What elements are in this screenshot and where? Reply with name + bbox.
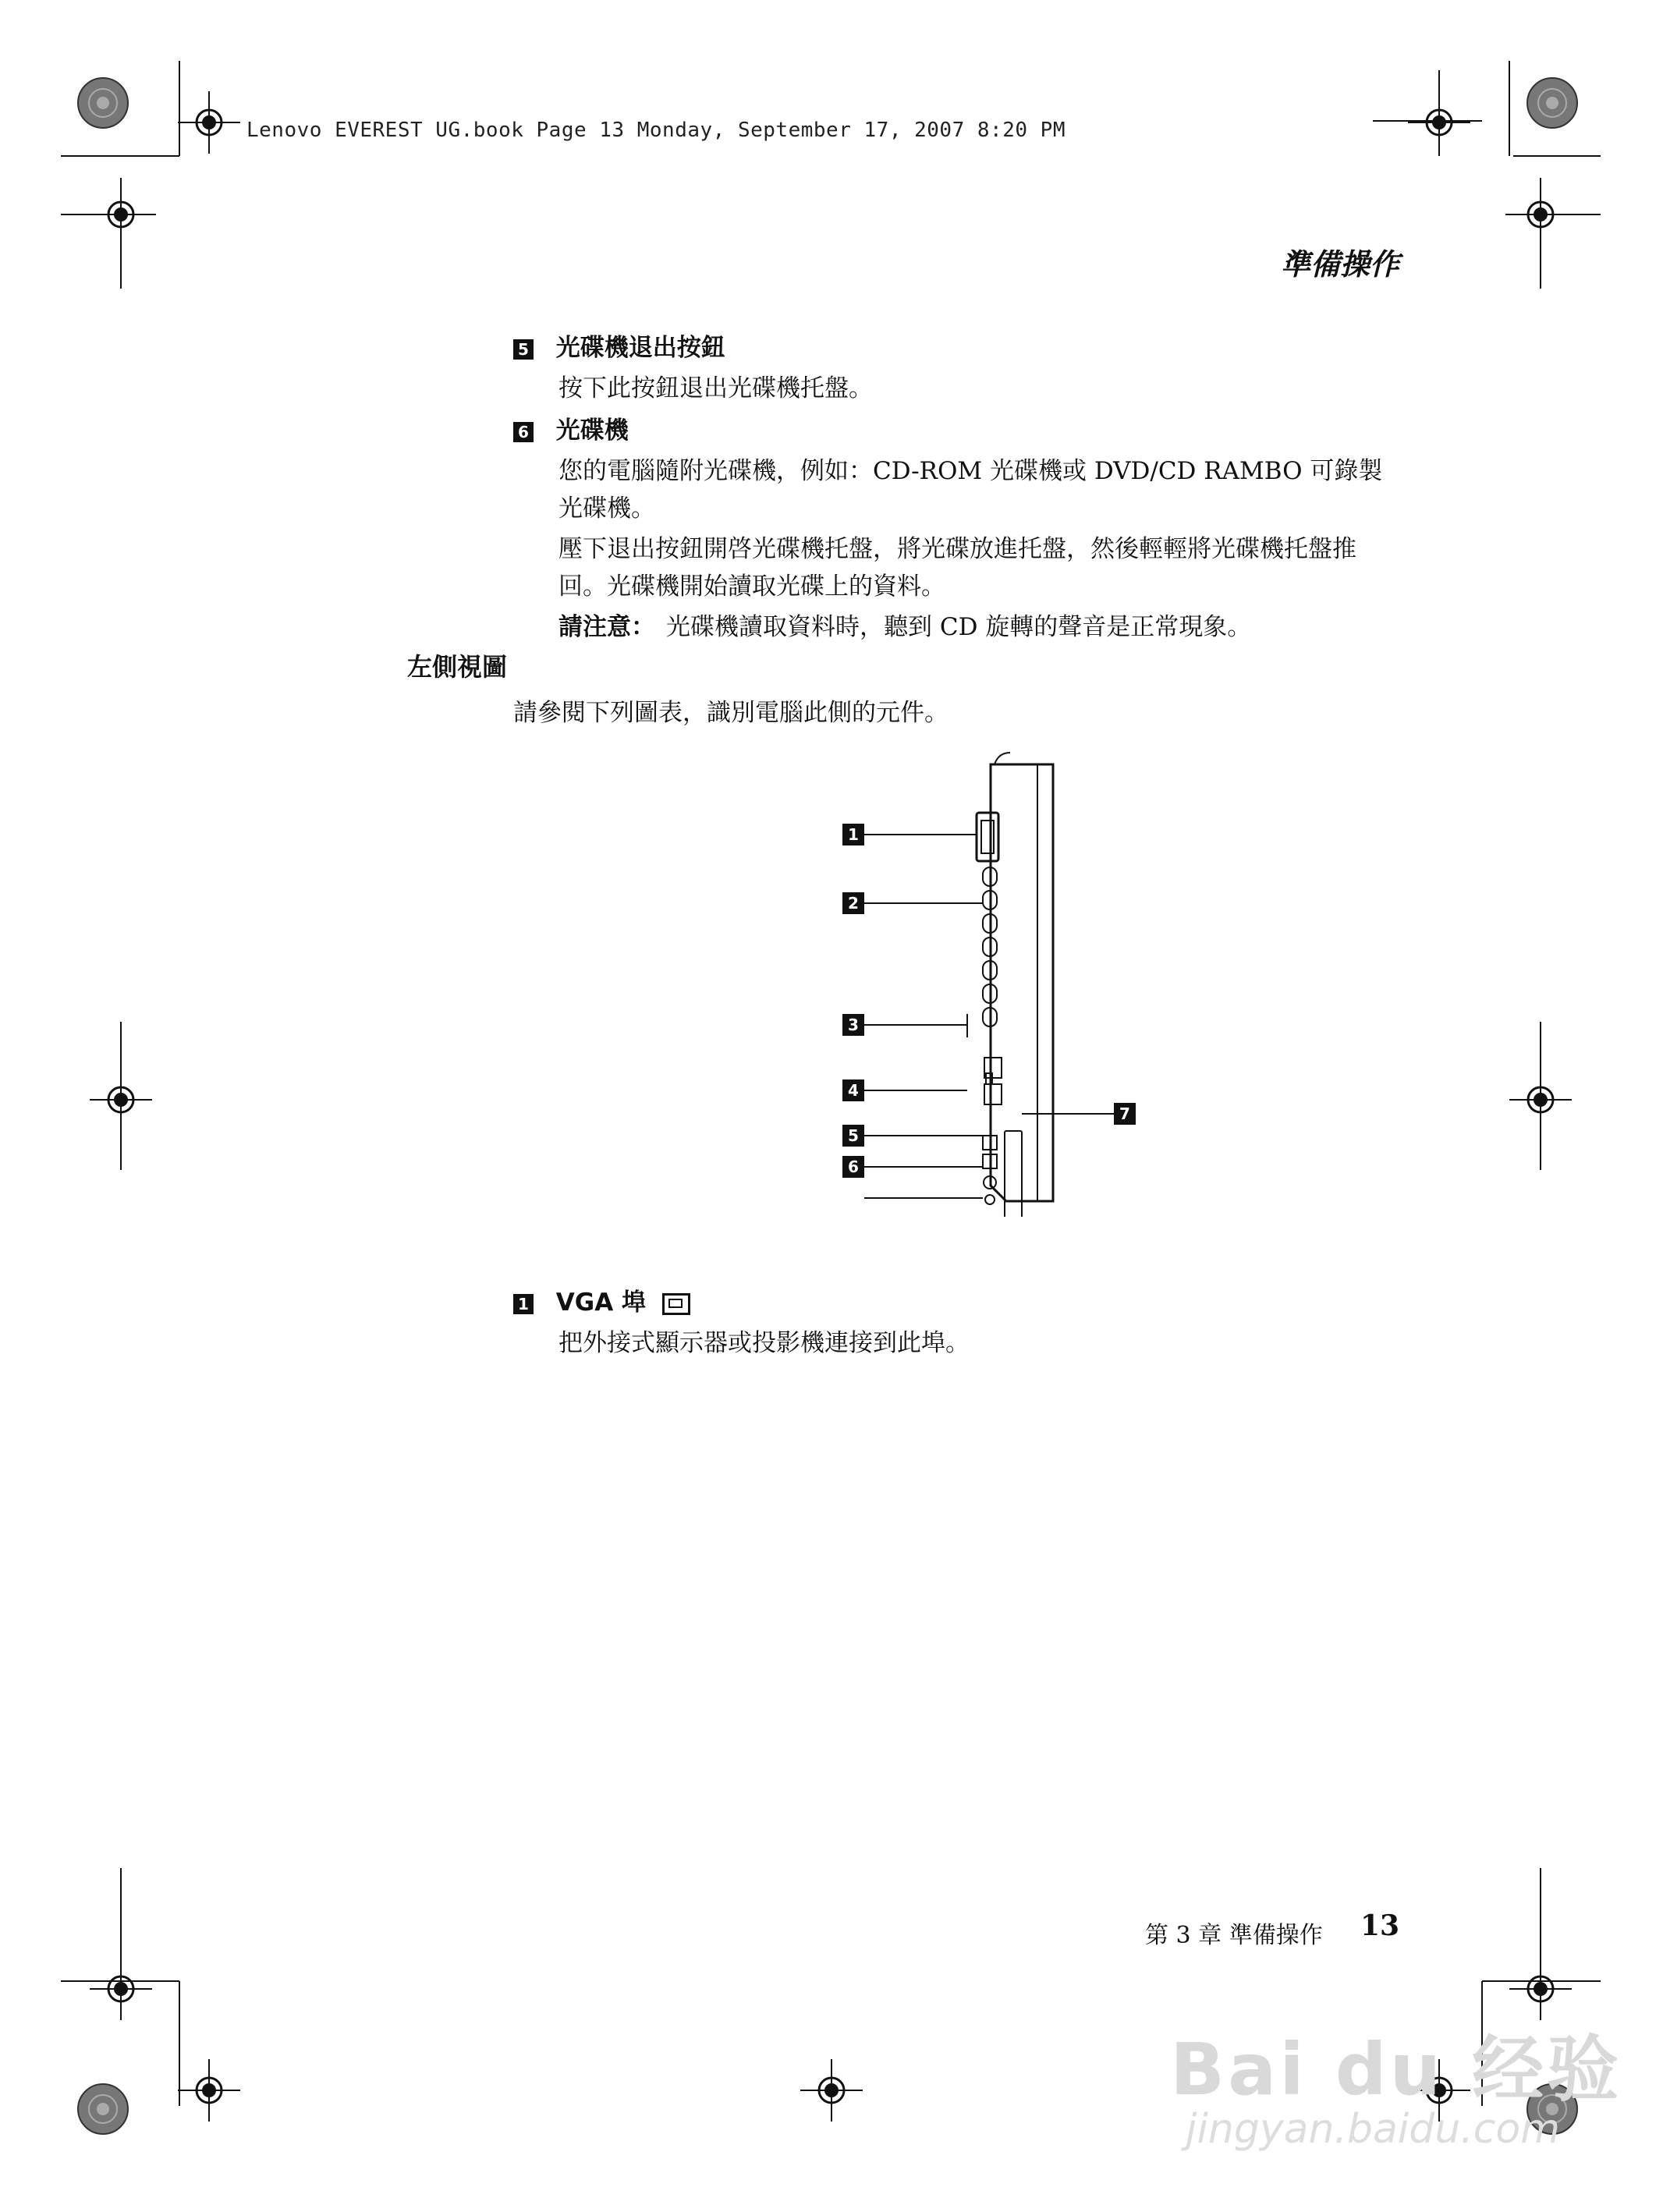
callout-label-1: 1 [848, 825, 859, 844]
book-header-line: Lenovo EVEREST UG.book Page 13 Monday, September 17, 2007 8:20 PM [246, 119, 1066, 142]
item-title: VGA 埠 [555, 1289, 647, 1317]
watermark-logo: Bai du 经验 [1170, 2028, 1622, 2111]
note-text: 光碟機讀取資料時，聽到 CD 旋轉的聲音是正常現象。 [666, 613, 1252, 641]
figure-callouts [842, 824, 1136, 1178]
left-side-view-figure [842, 749, 1154, 1217]
item-vga-port [513, 1284, 1402, 1362]
running-head: 準備操作 [1280, 247, 1399, 282]
item-cd-eject-button [513, 329, 1402, 407]
section-intro: 請參閱下列圖表，識別電腦此側的元件。 [513, 699, 949, 727]
item-title: 光碟機退出按鈕 [555, 334, 725, 362]
callout-label-2: 2 [848, 894, 859, 913]
item-optical-drive [513, 412, 1402, 646]
callout-label-3: 3 [848, 1016, 859, 1034]
item-description: 按下此按鈕退出光碟機托盤。 [558, 374, 873, 402]
item-number-badge: 1 [513, 1294, 534, 1314]
item-paragraph: 壓下退出按鈕開啓光碟機托盤，將光碟放進托盤，然後輕輕將光碟機托盤推回。光碟機開始讀取光碟上的資料。 [558, 535, 1356, 601]
item-title: 光碟機 [555, 417, 629, 445]
item-paragraph: 您的電腦隨附光碟機，例如：CD-ROM 光碟機或 DVD/CD RAMBO 可錄製光碟機。 [558, 457, 1383, 523]
note-label: 請注意： [558, 613, 655, 641]
footer-chapter: 第 3 章 準備操作 [1145, 1922, 1323, 1949]
item-number-badge: 5 [513, 339, 534, 360]
page-number: 13 [1360, 1909, 1400, 1942]
callout-label-6: 6 [848, 1157, 859, 1176]
item-description: 把外接式顯示器或投影機連接到此埠。 [558, 1329, 970, 1357]
note [558, 608, 1402, 646]
watermark-url: jingyan.baidu.com [1186, 2106, 1560, 2153]
callout-label-5: 5 [848, 1126, 859, 1145]
item-number-badge: 6 [513, 422, 534, 442]
section-title: 左側視圖 [407, 652, 508, 682]
monitor-icon [662, 1293, 690, 1315]
callout-label-4: 4 [848, 1081, 859, 1100]
callout-label-7: 7 [1119, 1104, 1130, 1123]
